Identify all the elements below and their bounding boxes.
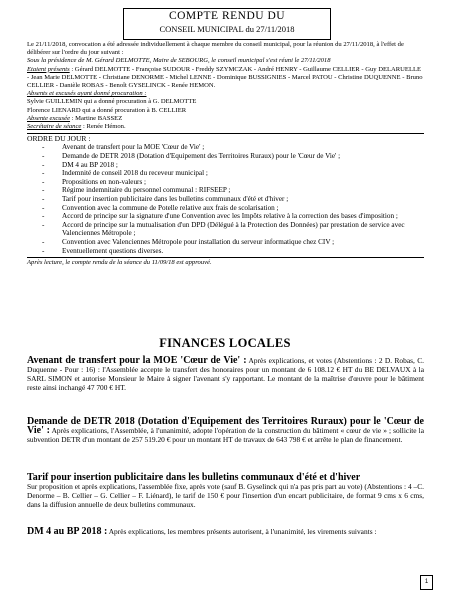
- dash-bullet: -: [42, 160, 45, 169]
- agenda-item-text: Accord de principe sur la mutualisation d'un DPD (Délégué à la Protection des Données) par prestation de service avec Valenciennes Métropole ;: [62, 220, 405, 238]
- approval-text: Après lecture, le compte rendu de la séance du 11/09/18 est approuvé.: [27, 259, 212, 267]
- agenda-item-text: Demande de DETR 2018 (Dotation d'Equipement des Territoires Ruraux) pour le 'Cœur de Vie' ;: [62, 152, 341, 161]
- agenda-item: [42, 161, 424, 170]
- report-subtitle: CONSEIL MUNICIPAL du 27/11/2018: [159, 24, 295, 34]
- dash-bullet: -: [42, 195, 45, 203]
- dash-bullet: -: [42, 177, 45, 186]
- convocation-text: Le 21/11/2018, convocation a été adressée individuellement à chaque membre du conseil municipal, pour la réunion du 27/11/2018, à l'effet de délibérer sur l'ordre du jour suivant :: [27, 41, 404, 57]
- agenda-item-text: Propositions en non-valeurs ;: [62, 177, 147, 186]
- report-header: [123, 8, 331, 40]
- absents-label: Absents et excusés ayant donné procuration :: [27, 90, 147, 98]
- section-avenant: Avenant de transfert pour la MOE 'Cœur de Vie' : Après explications, et votes (Abstentions : 2 D. Robas, C. Duquenne - Pour : 16) : l'Assemblée accepte le transfert des honoraires pour un montant de 6 108.12 € HT du BE DELVAUX à la SARL SIMON et autorise Monsieur le Maire à signer l'avenant s'y rapportant. Le montant de la maîtrise d'œuvre pour le bâtiment reste ainsi inchangé 47 700 € HT.: [27, 355, 424, 392]
- page-number: 1: [420, 575, 433, 590]
- presents-text: Etaient présents : Gérard DELMOTTE - Françoise SUDOUR - Freddy SZYMCZAK - André HENRY - Guillaume CELLIER - Guy DELARUELLE - Jean Marie DELMOTTE - Christiane DENORME - Michel LENNE - Dominique BUSSIGNIES - Marcel PATOU - Christine DUQUENNE - Bruno CELLIER - Danièle ROBAS - Benoît GYSELINCK - Renée HEMON.: [27, 65, 423, 90]
- section-dm4: DM 4 au BP 2018 : Après explications, les membres présents autorisent, à l'unanimité, les virements suivants :: [27, 526, 377, 537]
- agenda-item: [42, 238, 424, 247]
- dash-bullet: -: [42, 203, 45, 212]
- dash-bullet: -: [42, 143, 45, 152]
- agenda-item: [42, 178, 424, 187]
- section-title: Tarif pour insertion publicitaire dans les bulletins communaux d'été et d'hiver: [27, 472, 361, 483]
- dash-bullet: -: [42, 186, 45, 195]
- dash-bullet: -: [42, 152, 45, 161]
- dash-bullet: -: [42, 169, 45, 178]
- dash-bullet: -: [42, 212, 45, 221]
- agenda-item: [42, 247, 424, 256]
- dash-bullet: -: [42, 220, 45, 229]
- agenda-title: ORDRE DU JOUR :: [27, 134, 91, 144]
- absente-text: Absente excusée : Martine BASSEZ: [27, 114, 123, 122]
- agenda-item: [42, 221, 424, 238]
- agenda-item: [42, 152, 424, 161]
- dash-bullet: -: [42, 246, 45, 255]
- agenda-item-text: Accord de principe sur la signature d'une Convention avec les Impôts relative à la correction des bases d'imposition ;: [62, 212, 398, 221]
- agenda-item-text: Régime indemnitaire du personnel communal : RIFSEEP ;: [62, 186, 231, 195]
- finances-heading: FINANCES LOCALES: [159, 336, 291, 350]
- section-detr: Demande de DETR 2018 (Dotation d'Equipement des Territoires Ruraux) pour le 'Cœur de Vie' : Après explications, l'Assemblée, à l'unanimité, adopte l'opération de la construction du bâtiment « cœur de vie » ; sollicite la subvention DETR d'un montant de 257 519.20 € pour un montant HT de travaux de 643 798 € et arrête le plan de financement.: [27, 416, 424, 444]
- agenda-item-text: Convention avec la commune de Potelle relative aux frais de scolarisation ;: [62, 203, 279, 212]
- procuration-1: Sylvie GUILLEMIN qui a donné procuration à G. DELMOTTE: [27, 98, 197, 106]
- procuration-2: Florence LIENARD qui a donné procuration à B. CELLIER: [27, 106, 187, 114]
- report-title: COMPTE RENDU DU: [168, 10, 286, 22]
- section-title: Demande de DETR 2018 (Dotation d'Equipement des Territoires Ruraux) pour le 'Cœur de Vie' :: [27, 416, 424, 436]
- agenda-item: [42, 143, 424, 152]
- intro-block: [27, 41, 424, 267]
- agenda-item-text: Eventuellement questions diverses.: [62, 246, 164, 255]
- section-title: DM 4 au BP 2018 :: [27, 526, 108, 537]
- agenda-item: [42, 212, 424, 221]
- divider: [27, 257, 424, 258]
- agenda-item-text: Tarif pour insertion publicitaire dans les bulletins communaux d'été et d'hiver ;: [62, 195, 289, 203]
- agenda-item: [42, 204, 424, 213]
- agenda-item-text: DM 4 au BP 2018 ;: [62, 160, 118, 169]
- agenda-list: [27, 143, 424, 255]
- agenda-item-text: Avenant de transfert pour la MOE 'Cœur de Vie' ;: [62, 143, 205, 152]
- presidence-text: Sous la présidence de M. Gérard DELMOTTE, Maire de SEBOURG, le conseil municipal s'est réuni le 27/11/2018: [27, 57, 331, 65]
- agenda-item: [42, 186, 424, 195]
- secretaire-text: Secrétaire de séance : Renée Hémon.: [27, 123, 126, 131]
- dash-bullet: -: [42, 237, 45, 246]
- agenda-item-text: Convention avec Valenciennes Métropole pour installation du serveur informatique chez CIV ;: [62, 237, 335, 246]
- agenda-item: [42, 169, 424, 178]
- agenda-item: [42, 195, 424, 204]
- agenda-item-text: Indemnité de conseil 2018 du receveur municipal ;: [62, 169, 208, 178]
- section-title: Avenant de transfert pour la MOE 'Cœur de Vie' :: [27, 355, 247, 366]
- section-tarif: Tarif pour insertion publicitaire dans les bulletins communaux d'été et d'hiver Sur proposition et après explications, l'assemblée fixe, après vote (sauf B. Gyselinck qui n'a pas pris part au vote) (Abstentions : 4 –C. Denorme – B. Cellier – G. Cellier – F. Liénard), le tarif de 150 € pour l'insertion d'un encart publicitaire, de format 9 cms x 6 cms, dans la diffusion annuelle de deux bulletins communaux.: [27, 472, 424, 509]
